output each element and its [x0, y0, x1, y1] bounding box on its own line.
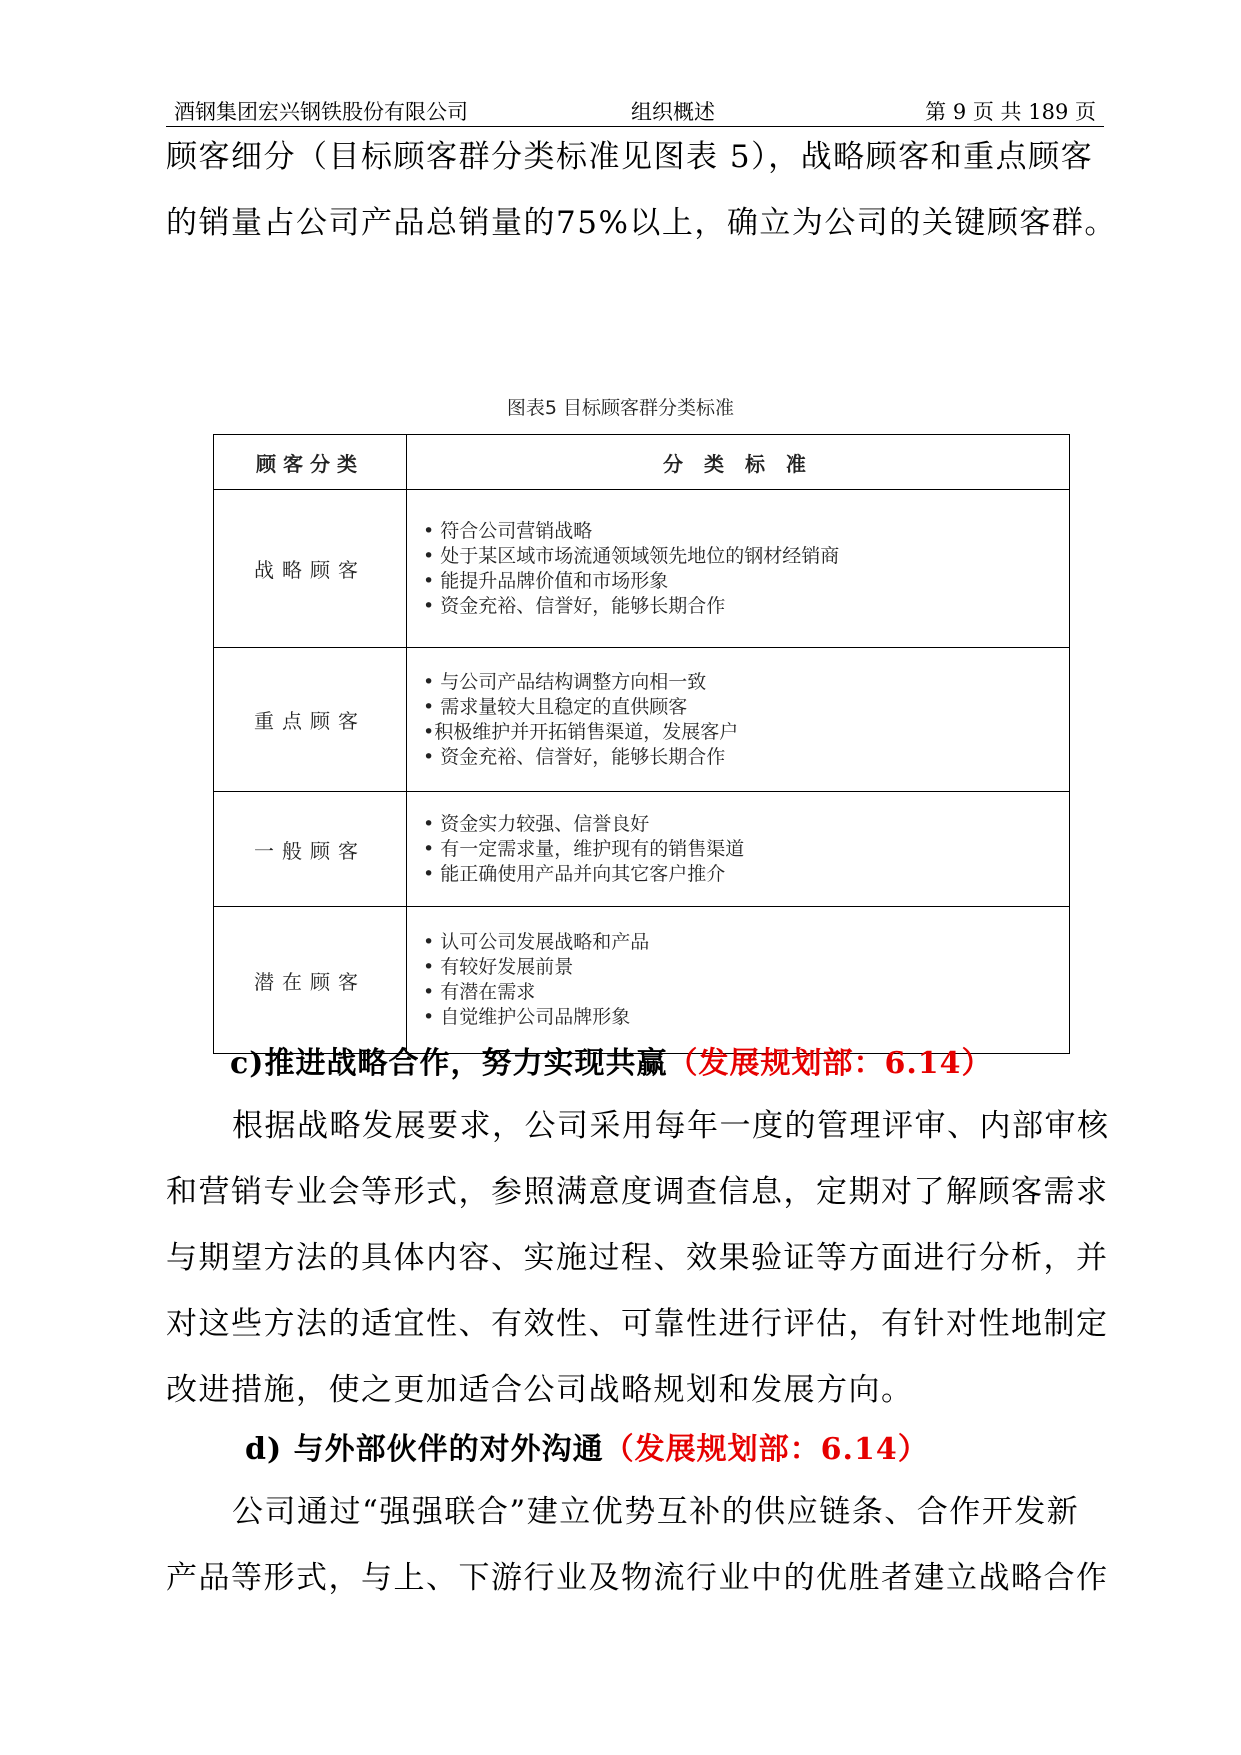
- criteria-cell: [407, 907, 1070, 1054]
- category-cell: 战略顾客: [214, 490, 407, 648]
- category-cell: 潜在顾客: [214, 907, 407, 1054]
- section-c-line: 对这些方法的适宜性、有效性、可靠性进行评估，有针对性地制定: [166, 1306, 1109, 1342]
- criteria-item: • 与公司产品结构调整方向相一致: [423, 670, 707, 693]
- criteria-item: • 有潜在需求: [423, 981, 536, 1003]
- criteria-item: • 符合公司营销战略: [423, 519, 593, 542]
- criteria-cell: [407, 648, 1070, 792]
- category-cell: 重点顾客: [214, 648, 407, 792]
- section-d-paragraph: [166, 1479, 1116, 1611]
- criteria-item: • 认可公司发展战略和产品: [423, 931, 650, 953]
- table-row: [214, 648, 1070, 792]
- criteria-item: • 资金充裕、信誉好，能够长期合作: [423, 594, 726, 617]
- criteria-item: • 有一定需求量，维护现有的销售渠道: [423, 837, 745, 860]
- section-c-line: 和营销专业会等形式，参照满意度调查信息，定期对了解顾客需求: [166, 1174, 1109, 1210]
- criteria-cell: [407, 792, 1070, 907]
- criteria-item: •积极维护并开拓销售渠道，发展客户: [423, 720, 739, 743]
- criteria-item: • 有较好发展前景: [423, 956, 574, 978]
- table-caption: 图表5 目标顾客群分类标准: [506, 397, 735, 419]
- section-d-heading: [245, 1424, 929, 1468]
- criteria-item: • 资金实力较强、信誉良好: [423, 812, 650, 835]
- section-d-line: 公司通过“强强联合”建立优势互补的供应链条、合作开发新: [232, 1494, 1080, 1530]
- section-c-line: 改进措施，使之更加适合公司战略规划和发展方向。: [166, 1372, 914, 1408]
- page-header: [166, 92, 1104, 127]
- section-c-line: 根据战略发展要求，公司采用每年一度的管理评审、内部审核: [232, 1108, 1110, 1144]
- header-company: 酒钢集团宏兴钢铁股份有限公司: [174, 100, 468, 124]
- customer-criteria-table: [213, 434, 1070, 1054]
- table-row: [214, 907, 1070, 1054]
- section-c-line: 与期望方法的具体内容、实施过程、效果验证等方面进行分析，并: [166, 1240, 1109, 1276]
- section-d-tag: （发展规划部：6.14）: [603, 1432, 929, 1467]
- section-c-title: c)推进战略合作，努力实现共赢: [230, 1046, 668, 1081]
- criteria-cell: [407, 490, 1070, 648]
- section-d-line: 产品等形式，与上、下游行业及物流行业中的优胜者建立战略合作: [166, 1560, 1109, 1596]
- header-section: 组织概述: [631, 100, 715, 124]
- section-d-title: d) 与外部伙伴的对外沟通: [245, 1432, 604, 1467]
- table-header-row: [214, 435, 1070, 490]
- header-criteria: 分 类 标 准: [407, 435, 1070, 490]
- section-c-heading: [230, 1038, 993, 1082]
- table-row: [214, 792, 1070, 907]
- criteria-item: • 能正确使用产品并向其它客户推介: [423, 862, 726, 885]
- header-category: 顾客分类: [214, 435, 407, 490]
- section-c-paragraph: [166, 1093, 1116, 1423]
- intro-paragraph: [166, 124, 1116, 256]
- category-cell: 一般顾客: [214, 792, 407, 907]
- criteria-item: • 处于某区域市场流通领域领先地位的钢材经销商: [423, 544, 840, 567]
- criteria-item: • 自觉维护公司品牌形象: [423, 1006, 631, 1028]
- intro-line-2: 的销量占公司产品总销量的75%以上，确立为公司的关键顾客群。: [166, 205, 1117, 241]
- intro-line-1: 顾客细分（目标顾客群分类标准见图表 5），战略顾客和重点顾客: [166, 139, 1094, 175]
- criteria-item: • 资金充裕、信誉好，能够长期合作: [423, 745, 726, 768]
- header-page-number: 第 9 页 共 189 页: [925, 100, 1096, 124]
- section-c-tag: （发展规划部：6.14）: [667, 1046, 993, 1081]
- table-row: [214, 490, 1070, 648]
- criteria-item: • 需求量较大且稳定的直供顾客: [423, 695, 688, 718]
- criteria-item: • 能提升品牌价值和市场形象: [423, 569, 669, 592]
